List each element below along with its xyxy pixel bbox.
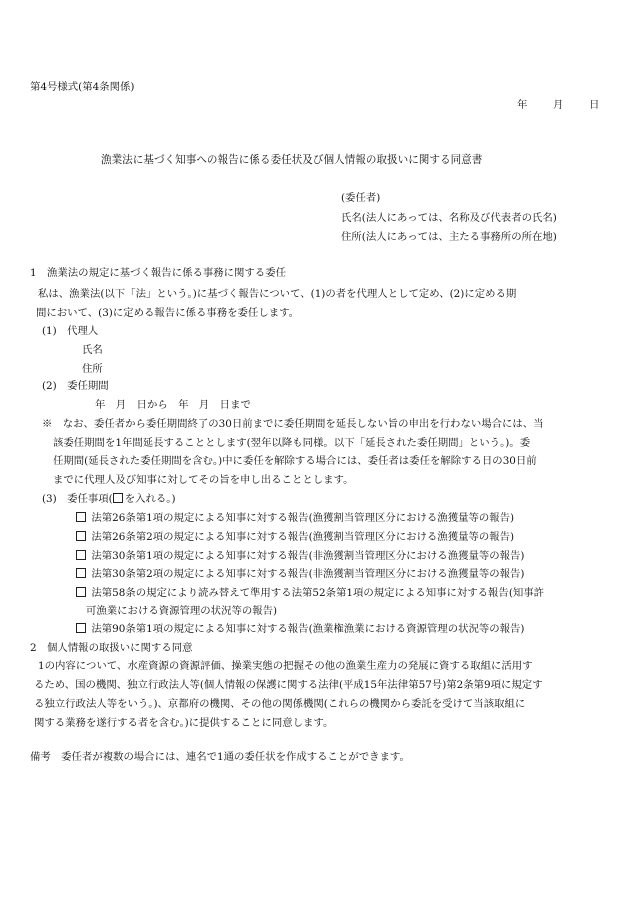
period-heading: (2) 委任期間: [42, 380, 109, 392]
matter-item-2: [76, 530, 514, 544]
remarks: 備考 委任者が複数の場合には、連名で1通の委任状を作成することができます。: [30, 751, 410, 763]
matter-item-4: [76, 567, 524, 581]
agent-address: 住所: [82, 363, 103, 375]
matter-label-6: 法第90条第1項の規定による知事に対する報告(漁業権漁業における資源管理の状況等の報告): [91, 623, 525, 635]
matter-label-1: 法第26条第1項の規定による知事に対する報告(漁獲割当管理区分における漁獲量等の報告): [91, 512, 515, 524]
agent-name: 氏名: [82, 344, 103, 356]
date-day: 日: [589, 99, 600, 111]
matters-heading: [42, 492, 176, 506]
matters-heading-pre: (3) 委任事項(: [42, 493, 113, 505]
note-line-2: 該委任期間を1年間延長することとします(翌年以降も同様。以下「延長された委任期間」という。)。委: [53, 437, 531, 449]
section2-heading: 2 個人情報の取扱いに関する同意: [30, 642, 193, 654]
checkbox-2[interactable]: [76, 531, 86, 541]
form-number: 第4号様式(第4条関係): [30, 81, 135, 93]
period-line: 年 月 日から 年 月 日まで: [95, 399, 251, 411]
section1-heading: 1 漁業法の規定に基づく報告に係る事務に関する委任: [30, 267, 286, 279]
principal-name: 氏名(法人にあっては、名称及び代表者の氏名): [341, 212, 557, 224]
principal-address: 住所(法人にあっては、主たる事務所の所在地): [341, 231, 557, 243]
checkbox-example-icon: [113, 493, 123, 503]
date-year: 年: [517, 99, 528, 111]
section2-line-3: る独立行政法人等をいう。)、京都府の機関、その他の関係機関(これらの機関から委託を受けて当該取組に: [34, 698, 526, 710]
checkbox-5[interactable]: [76, 587, 86, 597]
section2-line-1: 1の内容について、水産資源の資源評価、操業実態の把握その他の漁業生産力の発展に資する取組に活用す: [38, 660, 533, 672]
matter-label-5: 法第58条の規定により読み替えて準用する法第52条第1項の規定による知事に対する報告(知事許: [91, 587, 545, 599]
matter-label-5-cont: 可漁業における資源管理の状況等の報告): [86, 605, 278, 617]
matter-item-3: [76, 549, 524, 563]
note-line-4: までに代理人及び知事に対してその旨を申し出ることとします。: [53, 474, 354, 486]
checkbox-3[interactable]: [76, 550, 86, 560]
section1-intro-cont: 間において、(3)に定める報告に係る事務を委任します。: [36, 307, 300, 319]
checkbox-6[interactable]: [76, 623, 86, 633]
section2-line-2: るため、国の機関、独立行政法人等(個人情報の保護に関する法律(平成15年法律第57号)第2条第9項に規定す: [34, 679, 543, 691]
note-line-1: ※ なお、委任者から委任期間終了の30日前までに委任期間を延長しない旨の申出を行わない場合には、当: [42, 418, 544, 430]
document-title: 漁業法に基づく知事への報告に係る委任状及び個人情報の取扱いに関する同意書: [101, 154, 483, 166]
principal-label: (委任者): [341, 192, 381, 204]
section1-intro: 私は、漁業法(以下「法」という。)に基づく報告について、(1)の者を代理人として定め、(2)に定める期: [38, 288, 517, 300]
agent-heading: (1) 代理人: [42, 325, 99, 337]
matter-item-1: [76, 511, 514, 525]
matter-item-5: [76, 586, 544, 600]
matters-heading-post: を入れる。): [124, 493, 176, 505]
checkbox-4[interactable]: [76, 568, 86, 578]
section2-line-4: 関する業務を遂行する者を含む。)に提供することに同意します。: [34, 717, 334, 729]
checkbox-1[interactable]: [76, 512, 86, 522]
note-line-3: 任期間(延長された委任期間を含む。)中に委任を解除する場合には、委任者は委任を解除する日の30日前: [53, 455, 537, 467]
matter-label-4: 法第30条第2項の規定による知事に対する報告(非漁獲割当管理区分における漁獲量等の報告): [91, 568, 525, 580]
matter-label-2: 法第26条第2項の規定による知事に対する報告(漁獲割当管理区分における漁獲量等の報告): [91, 531, 515, 543]
matter-item-6: [76, 622, 524, 636]
matter-label-3: 法第30条第1項の規定による知事に対する報告(非漁獲割当管理区分における漁獲量等の報告): [91, 550, 525, 562]
date-month: 月: [553, 99, 564, 111]
